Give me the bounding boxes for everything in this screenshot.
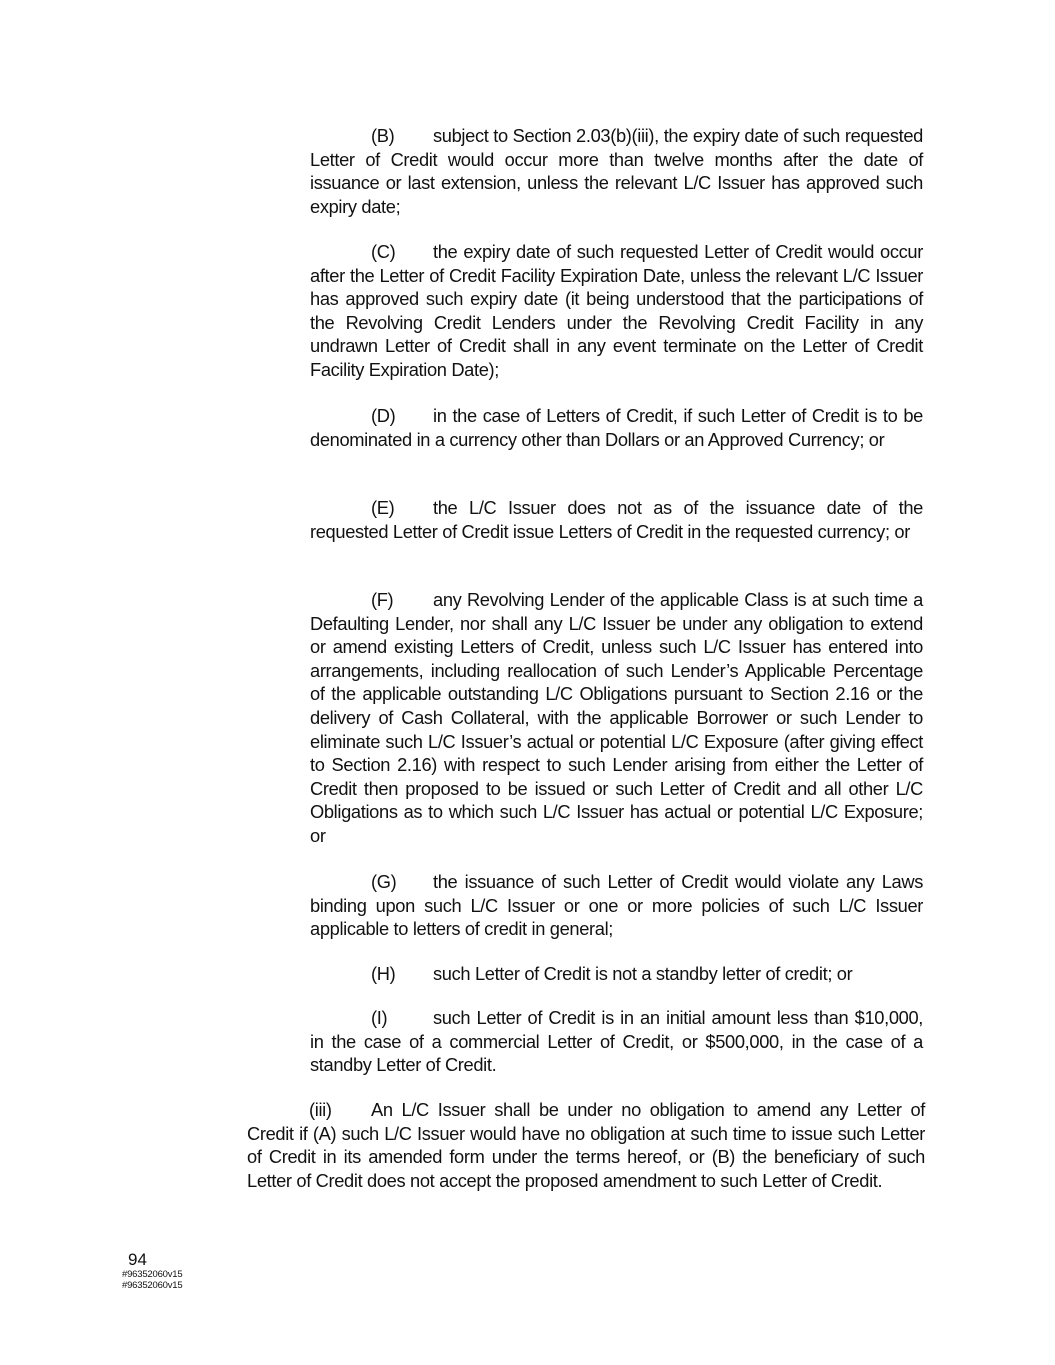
clause-b-text: subject to Section 2.03(b)(iii), the expiry date of such requested Letter of Credit would occur more than twelve months after the date of issuance or last extension, unless the relevant L/C Issuer has approved such expiry date; <box>310 125 923 217</box>
document-id-1: #96352060v15 <box>122 1269 183 1280</box>
clause-i-text: such Letter of Credit is in an initial amount less than $10,000, in the case of a commercial Letter of Credit, or $500,000, in the case of a standby Letter of Credit. <box>310 1007 923 1076</box>
clause-i <box>310 1006 923 1077</box>
page-footer <box>122 1251 182 1291</box>
clause-iii <box>247 1098 925 1192</box>
clause-d <box>310 404 923 451</box>
clause-h-text: such Letter of Credit is not a standby letter of credit; or <box>433 963 853 984</box>
clause-h-label: (H) <box>371 963 396 984</box>
clause-f-label: (F) <box>371 589 394 610</box>
document-id-2: #96352060v15 <box>122 1280 183 1291</box>
clause-e-text: the L/C Issuer does not as of the issuance date of the requested Letter of Credit issue Letters of Credit in the requested currency; or <box>310 497 923 542</box>
clause-h <box>310 962 923 986</box>
clause-g-label: (G) <box>371 871 397 892</box>
clause-e <box>310 496 923 543</box>
clause-d-label: (D) <box>371 405 396 426</box>
clause-b-label: (B) <box>371 125 395 146</box>
clause-g <box>310 870 923 941</box>
clause-c-text: the expiry date of such requested Letter of Credit would occur after the Letter of Credit Facility Expiration Date, unless the relevant L/C Issuer has approved such expiry date (it being understood that the participations of the Revolving Credit Lenders under the Revolving Credit Facility in any undrawn Letter of Credit shall in any event terminate on the Letter of Credit Facility Expiration Date); <box>310 241 923 380</box>
clause-d-text: in the case of Letters of Credit, if such Letter of Credit is to be denominated in a currency other than Dollars or an Approved Currency; or <box>310 405 923 450</box>
clause-f-text: any Revolving Lender of the applicable Class is at such time a Defaulting Lender, nor shall any L/C Issuer be under any obligation to extend or amend existing Letters of Credit, unless such L/C Issuer has entered into arrangements, including reallocation of such Lender’s Applicable Percentage of the applicable outstanding L/C Obligations pursuant to Section 2.16 or the delivery of Cash Collateral, with the applicable Borrower or such Lender to eliminate such L/C Issuer’s actual or potential L/C Exposure (after giving effect to Section 2.16) with respect to such Lender arising from either the Letter of Credit then proposed to be issued or such Letter of Credit and all other L/C Obligations as to which such L/C Issuer has actual or potential L/C Exposure; or <box>310 589 923 846</box>
clause-b <box>310 124 923 218</box>
clause-i-label: (I) <box>371 1007 388 1028</box>
clause-f <box>310 588 923 848</box>
clause-iii-text: An L/C Issuer shall be under no obligation to amend any Letter of Credit if (A) such L/C Issuer would have no obligation at such time to issue such Letter of Credit in its amended form under the terms hereof, or (B) the beneficiary of such Letter of Credit does not accept the proposed amendment to such Letter of Credit. <box>247 1099 925 1191</box>
clause-g-text: the issuance of such Letter of Credit would violate any Laws binding upon such L/C Issuer or one or more policies of such L/C Issuer applicable to letters of credit in general; <box>310 871 923 940</box>
clause-iii-label: (iii) <box>309 1099 332 1120</box>
page-number: 94 <box>128 1250 147 1269</box>
clause-c <box>310 240 923 382</box>
clause-e-label: (E) <box>371 497 395 518</box>
clause-c-label: (C) <box>371 241 396 262</box>
